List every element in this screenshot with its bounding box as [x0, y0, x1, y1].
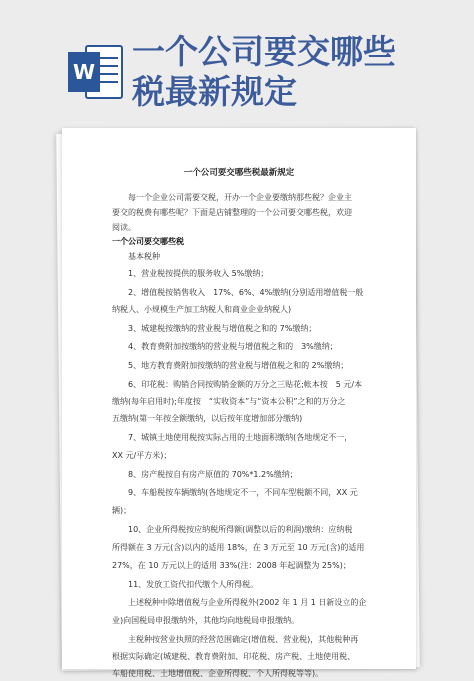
page-title-line-2: 税最新规定	[132, 72, 297, 111]
section-heading: 一个公司要交哪些税	[112, 237, 184, 246]
list-item: 11、发放工资代扣代缴个人所得税。	[128, 580, 259, 589]
document-page	[62, 128, 416, 678]
intro-line-2: 要交的税费有哪些呢？下面是店铺整理的一个公司要交哪些税，欢迎	[112, 208, 352, 217]
list-item-continued: 缴纳(每年启用时);年度按 “实收资本”与“资本公积”之和的万分之	[112, 397, 346, 406]
intro-line-3: 阅读。	[112, 223, 136, 232]
intro-line-1: 每一个企业公司需要交税，开办一个企业要缴纳那些税？企业主	[128, 193, 352, 202]
page-title	[132, 32, 462, 112]
list-item: 6、印花税：购销合同按购销金额的万分之三贴花;帐本按 5 元/本	[128, 380, 363, 389]
list-item-continued: 纳税人、小规模生产加工纳税人和商业企业纳税人)	[112, 305, 292, 314]
list-item: 8、房产税按自有房产原值的 70%*1.2%缴纳；	[128, 470, 298, 479]
list-item: 10、企业所得税按应纳税所得额(调整以后的利润)缴纳：应纳税	[128, 525, 353, 534]
list-item: 4、教育费附加按缴纳的营业税与增值税之和的 3%缴纳；	[128, 342, 338, 351]
paragraph-line: 车船使用税、土地增值税、企业所得税、个人所得税等等)。	[112, 669, 324, 678]
list-item: 9、车船税按车辆缴纳(各地规定不一，不同车型税额不同，XX 元	[128, 488, 358, 497]
paragraph-line: 业)向国税局申报缴纳外，其他均向地税局申报缴纳。	[112, 616, 300, 625]
paragraph-line: 主税种按营业执照的经营范围确定(增值税、营业税)，其他税种再	[128, 635, 359, 644]
paragraph-line: 上述税种中除增值税与企业所得税外(2002 年 1 月 1 日新设立的企	[128, 598, 367, 607]
page-title-line-1: 一个公司要交哪些	[132, 32, 396, 71]
basic-taxes-label: 基本税种	[128, 252, 160, 261]
list-item: 7、城镇土地使用税按实际占用的土地面积缴纳(各地规定不一，	[128, 433, 353, 442]
list-item-continued: 辆)；	[112, 506, 132, 515]
word-document-icon	[66, 42, 126, 102]
list-item: 1、营业税按提供的服务收入 5%缴纳；	[128, 269, 269, 278]
header	[0, 0, 474, 110]
list-item-continued: 27%，在 10 万元以上的适用 33%(注：2008 年起调整为 25%)；	[112, 561, 351, 570]
list-item: 2、增值税按销售收入 17%、6%、4%缴纳(分别适用增值税一般	[128, 288, 364, 297]
document-title: 一个公司要交哪些税最新规定	[183, 168, 295, 178]
paragraph-line: 根据实际确定(城建税、教育费附加、印花税、房产税、土地使用税、	[112, 652, 356, 661]
list-item-continued: 五缴纳(第一年按全额缴纳，以后按年度增加部分缴纳)	[112, 414, 303, 423]
list-item: 5、地方教育费附加按缴纳的营业税与增值税之和的 2%缴纳；	[128, 361, 349, 370]
list-item-continued: 所得额在 3 万元(含)以内的适用 18%，在 3 万元至 10 万元(含)的适用	[112, 543, 365, 552]
list-item-continued: XX 元/平方米)；	[112, 451, 172, 460]
svg-text:W: W	[72, 60, 96, 84]
list-item: 3、城建税按缴纳的营业税与增值税之和的 7%缴纳；	[128, 324, 317, 333]
